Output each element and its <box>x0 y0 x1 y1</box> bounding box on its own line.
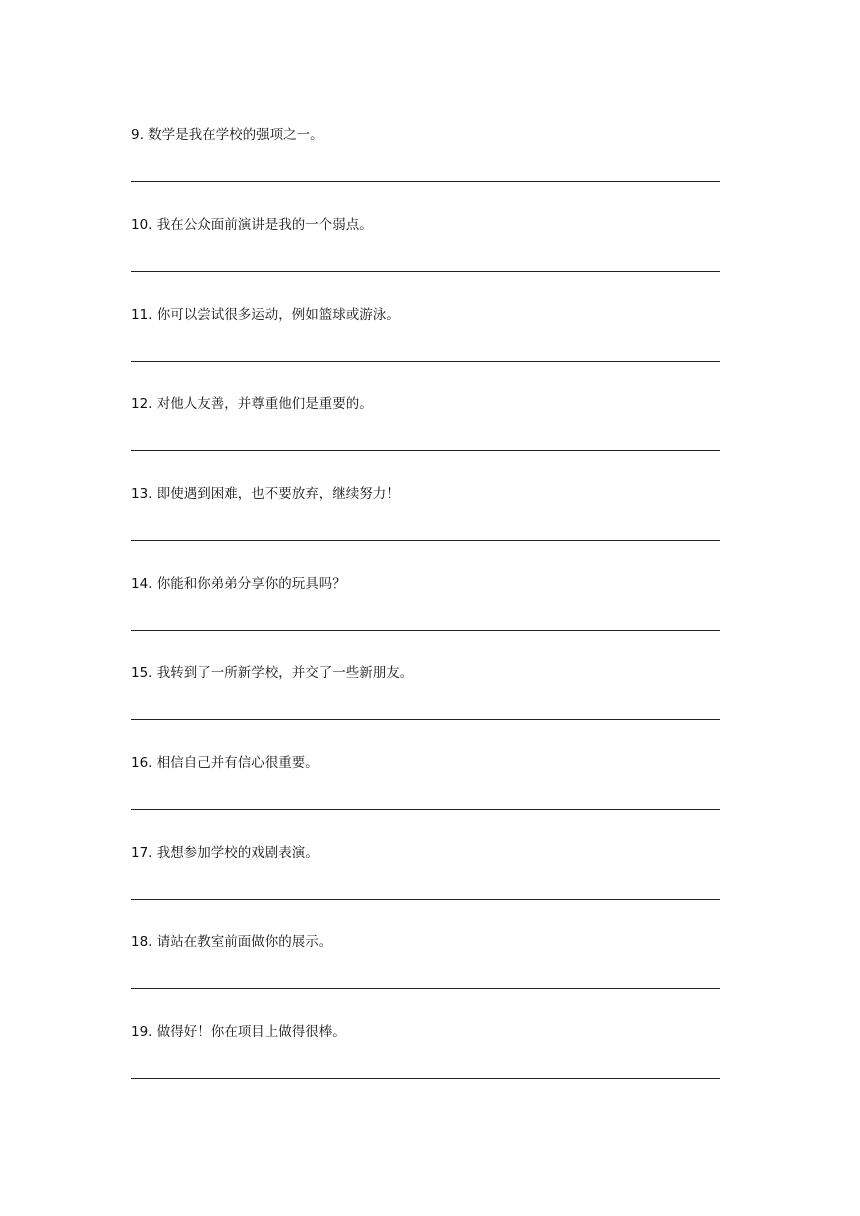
answer-line[interactable] <box>131 630 720 631</box>
answer-line[interactable] <box>131 540 720 541</box>
question-item <box>131 126 721 216</box>
answer-line[interactable] <box>131 809 720 810</box>
question-text: 10. 我在公众面前演讲是我的一个弱点。 <box>131 217 373 233</box>
question-item <box>131 844 721 934</box>
answer-line[interactable] <box>131 719 720 720</box>
question-item <box>131 575 721 665</box>
answer-line[interactable] <box>131 1078 720 1079</box>
question-item <box>131 216 721 306</box>
question-item <box>131 485 721 575</box>
question-text: 19. 做得好！你在项目上做得很棒。 <box>131 1024 346 1040</box>
answer-line[interactable] <box>131 361 720 362</box>
answer-line[interactable] <box>131 899 720 900</box>
question-text: 12. 对他人友善，并尊重他们是重要的。 <box>131 396 373 412</box>
question-text: 18. 请站在教室前面做你的展示。 <box>131 934 333 950</box>
answer-line[interactable] <box>131 450 720 451</box>
question-item <box>131 754 721 844</box>
question-text: 9. 数学是我在学校的强项之一。 <box>131 127 324 143</box>
question-item <box>131 664 721 754</box>
answer-line[interactable] <box>131 988 720 989</box>
question-text: 11. 你可以尝试很多运动，例如篮球或游泳。 <box>131 307 400 323</box>
question-item <box>131 933 721 1023</box>
question-text: 13. 即使遇到困难，也不要放弃，继续努力！ <box>131 486 400 502</box>
question-text: 17. 我想参加学校的戏剧表演。 <box>131 845 319 861</box>
question-item <box>131 395 721 485</box>
question-text: 14. 你能和你弟弟分享你的玩具吗？ <box>131 576 346 592</box>
answer-line[interactable] <box>131 271 720 272</box>
question-item <box>131 306 721 396</box>
answer-line[interactable] <box>131 181 720 182</box>
question-text: 16. 相信自己并有信心很重要。 <box>131 755 319 771</box>
question-text: 15. 我转到了一所新学校，并交了一些新朋友。 <box>131 665 414 681</box>
question-item <box>131 1023 721 1113</box>
